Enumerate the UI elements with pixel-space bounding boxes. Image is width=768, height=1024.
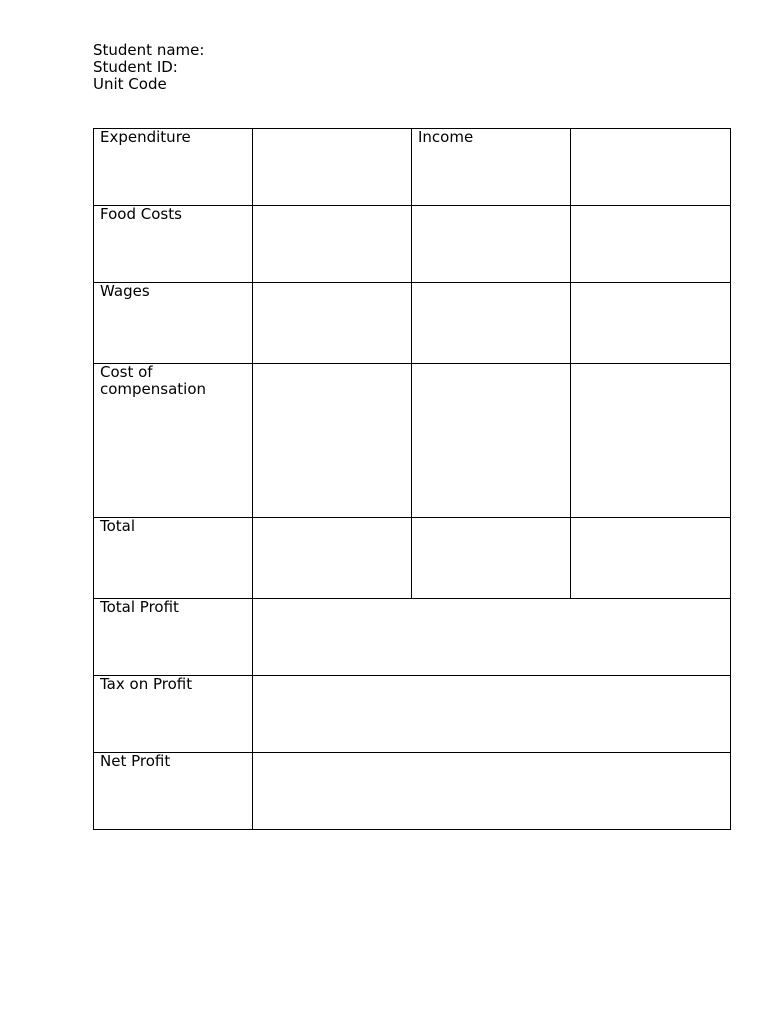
cell-total-profit-value[interactable] bbox=[253, 599, 731, 676]
table-row-tax-on-profit bbox=[94, 676, 731, 753]
cell-wages-income-label[interactable] bbox=[412, 283, 571, 364]
cell-total-income-label[interactable] bbox=[412, 518, 571, 599]
cell-food-costs-income-value[interactable] bbox=[571, 206, 731, 283]
table-row-total-profit bbox=[94, 599, 731, 676]
net-profit-label: Net Profit bbox=[100, 752, 171, 770]
student-id-label: Student ID: bbox=[93, 58, 178, 76]
tax-on-profit-label: Tax on Profit bbox=[100, 675, 193, 693]
cell-total-profit-label bbox=[94, 599, 253, 676]
budget-table bbox=[93, 128, 731, 830]
table-row-wages bbox=[94, 283, 731, 364]
cell-net-profit-value[interactable] bbox=[253, 753, 731, 830]
cell-total-label bbox=[94, 518, 253, 599]
unit-code-label: Unit Code bbox=[93, 75, 167, 93]
cost-of-compensation-label: Cost of compensation bbox=[100, 363, 207, 398]
cell-tax-on-profit-value[interactable] bbox=[253, 676, 731, 753]
table-row-expenditure bbox=[94, 129, 731, 206]
cell-cost-of-compensation-income-label[interactable] bbox=[412, 364, 571, 518]
expenditure-label: Expenditure bbox=[100, 128, 191, 146]
cell-cost-of-compensation-expenditure[interactable] bbox=[253, 364, 412, 518]
student-name-label: Student name: bbox=[93, 41, 205, 59]
cell-total-income-value[interactable] bbox=[571, 518, 731, 599]
cell-wages-income-value[interactable] bbox=[571, 283, 731, 364]
cell-total-expenditure[interactable] bbox=[253, 518, 412, 599]
table-row-food-costs bbox=[94, 206, 731, 283]
cell-wages-expenditure[interactable] bbox=[253, 283, 412, 364]
income-label: Income bbox=[418, 128, 474, 146]
cell-food-costs-label bbox=[94, 206, 253, 283]
cell-expenditure-label bbox=[94, 129, 253, 206]
cell-food-costs-income-label[interactable] bbox=[412, 206, 571, 283]
cell-income-value[interactable] bbox=[571, 129, 731, 206]
food-costs-label: Food Costs bbox=[100, 205, 182, 223]
student-info-header bbox=[93, 42, 204, 93]
wages-label: Wages bbox=[100, 282, 150, 300]
cell-food-costs-expenditure[interactable] bbox=[253, 206, 412, 283]
cell-cost-of-compensation-label bbox=[94, 364, 253, 518]
table-row-total bbox=[94, 518, 731, 599]
total-label: Total bbox=[100, 517, 136, 535]
cell-expenditure-value[interactable] bbox=[253, 129, 412, 206]
total-profit-label: Total Profit bbox=[100, 598, 179, 616]
cell-net-profit-label bbox=[94, 753, 253, 830]
cell-cost-of-compensation-income-value[interactable] bbox=[571, 364, 731, 518]
table-row-cost-of-compensation bbox=[94, 364, 731, 518]
cell-income-label bbox=[412, 129, 571, 206]
table-row-net-profit bbox=[94, 753, 731, 830]
cell-wages-label bbox=[94, 283, 253, 364]
cell-tax-on-profit-label bbox=[94, 676, 253, 753]
